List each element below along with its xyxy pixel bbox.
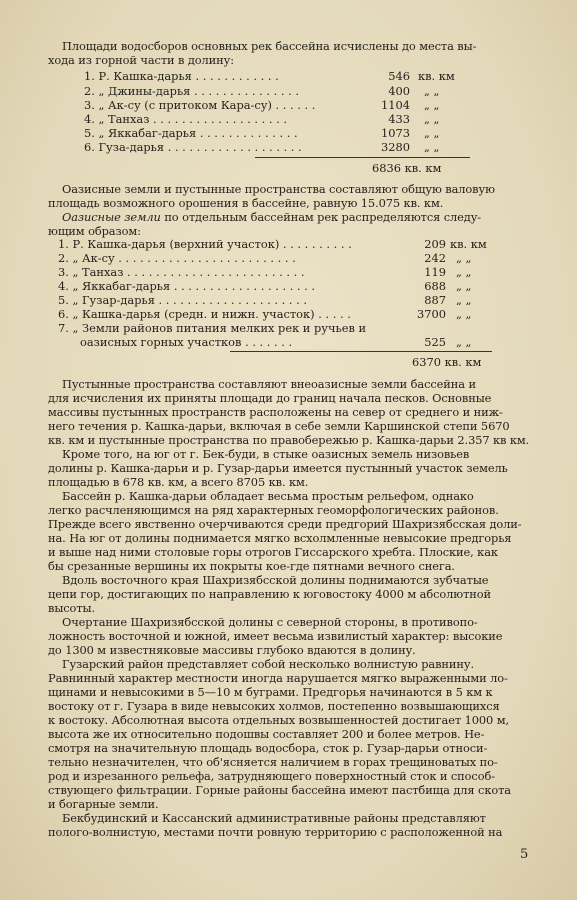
text-line: род и изрезанного рельефа, затрудняющего поверхностный сток и способ-	[48, 769, 495, 783]
table-row-label: 4. „ Яккабаг-дарья . . . . . . . . . . . . . . . . . . . .	[58, 279, 316, 293]
table-row-value: 400	[388, 84, 410, 98]
table-row-value: 242	[424, 251, 446, 265]
table-row-label: 2. „ Джины-дарья . . . . . . . . . . . . . . .	[84, 84, 299, 98]
text-line: щинами и невысокими в 5—10 м буграми. Предгорья начинаются в 5 км к	[48, 685, 493, 699]
table-total: 6370 кв. км	[412, 355, 482, 369]
table-row-unit: „ „	[456, 335, 472, 349]
text-line: высоты.	[48, 601, 96, 615]
text-line: высота же их относительно подошвы составляет 200 и более метров. Не-	[48, 727, 485, 741]
table-row-unit: кв. км	[450, 237, 487, 251]
table-row-unit: кв. км	[418, 69, 455, 83]
table-row-label: 6. „ Кашка-дарья (средн. и нижн. участок) . . . . .	[58, 307, 351, 321]
text-line: массивы пустынных пространств расположены на север от среднего и ниж-	[48, 405, 503, 419]
text-line: Бассейн р. Кашка-дарьи обладает весьма простым рельефом, однако	[62, 489, 474, 503]
text-line: хода из горной части в долину:	[48, 53, 234, 67]
table-row-label: 6. Гуза-дарья . . . . . . . . . . . . . . . . . . .	[84, 140, 302, 154]
table-row-label: 5. „ Яккабаг-дарья . . . . . . . . . . . . . .	[84, 126, 298, 140]
table-row-unit: „ „	[456, 265, 472, 279]
table-row-label: 4. „ Танхаз . . . . . . . . . . . . . . . . . . .	[84, 112, 288, 126]
text-line: долины р. Кашка-дарьи и р. Гузар-дарьи имеется пустынный участок земель	[48, 461, 508, 475]
text-line: Кроме того, на юг от г. Бек-буди, в стыке оазисных земель низовьев	[62, 447, 470, 461]
total-rule	[230, 351, 492, 352]
table-row-label: оазисных горных участков . . . . . . .	[80, 335, 293, 349]
text-line: бы срезанные вершины их покрыты кое-где пятнами вечного снега.	[48, 559, 455, 573]
text-line: на. На юг от долины поднимается мягко всхолмленные невысокие предгорья	[48, 531, 512, 545]
text-line: кв. км и пустынные пространства по правобережью р. Кашка-дарьи 2.357 кв км.	[48, 433, 530, 447]
table-row-label: 2. „ Ак-су . . . . . . . . . . . . . . . . . . . . . . . . .	[58, 251, 296, 265]
text-line: полого-волнистую, местами почти ровную территорию с расположенной на	[48, 825, 503, 839]
table-row-unit: „ „	[424, 126, 440, 140]
text-line: легко расчленяющимся на ряд характерных геоморфологических районов.	[48, 503, 499, 517]
table-row-label: 7. „ Земли районов питания мелких рек и ручьев и	[58, 321, 367, 335]
table-row-value: 209	[424, 237, 446, 251]
table-row-value: 1104	[381, 98, 410, 112]
table-row-label: 5. „ Гузар-дарья . . . . . . . . . . . . . . . . . . . . .	[58, 293, 307, 307]
text-line: и богарные земли.	[48, 797, 159, 811]
table-row-unit: „ „	[456, 307, 472, 321]
table-row-value: 1073	[381, 126, 410, 140]
table-row-unit: „ „	[456, 251, 472, 265]
table-row-label: 3. „ Танхаз . . . . . . . . . . . . . . . . . . . . . . . . .	[58, 265, 305, 279]
table-row-label: 1. Р. Кашка-дарья . . . . . . . . . . . .	[84, 69, 279, 83]
table-row-unit: „ „	[424, 98, 440, 112]
table-row-unit: „ „	[424, 84, 440, 98]
text-line: ствующего фильтрации. Горные районы бассейна имеют пастбища для скота	[48, 783, 511, 797]
table-row-value: 688	[424, 279, 446, 293]
table-row-value: 433	[388, 112, 410, 126]
text-line: Бекбудинский и Кассанский административные районы представляют	[62, 811, 486, 825]
text-line: для исчисления их приняты площади до границ начала песков. Основные	[48, 391, 492, 405]
text-line: цепи гор, достигающих по направлению к юговостоку 4000 м абсолютной	[48, 587, 492, 601]
table-row-value: 546	[388, 69, 410, 83]
text-line: Гузарский район представляет собой несколько волнистую равнину.	[62, 657, 474, 671]
text-line: Оазисные земли и пустынные пространства составляют общую валовую	[62, 182, 495, 196]
page-number: 5	[520, 847, 529, 862]
table-total: 6836 кв. км	[372, 161, 442, 175]
text-line: него течения р. Кашка-дарьи, включая в себе земли Каршинской степи 5670	[48, 419, 510, 433]
text-line: тельно незначителен, что об'ясняется наличием в горах трещиноватых по-	[48, 755, 498, 769]
table-row-value: 3280	[381, 140, 410, 154]
table-row-value: 119	[424, 265, 446, 279]
text-line: ложность восточной и южной, имеет весьма извилистый характер: высокие	[48, 629, 503, 643]
table-row-unit: „ „	[456, 293, 472, 307]
text-line: Вдоль восточного края Шахризябсской долины поднимаются зубчатые	[62, 573, 489, 587]
table-row-unit: „ „	[456, 279, 472, 293]
text-line: Очертание Шахризябсской долины с северной стороны, в противопо-	[62, 615, 478, 629]
text-line: Равнинный характер местности иногда нарушается мягко выраженными ло-	[48, 671, 508, 685]
text-line: и выше над ними столовые горы отрогов Гиссарского хребта. Плоские, как	[48, 545, 498, 559]
table-row-value: 3700	[417, 307, 446, 321]
text-line: смотря на значительную площадь водосбора, сток р. Гузар-дарьи относи-	[48, 741, 488, 755]
total-rule	[255, 157, 470, 158]
text-line: площадью в 678 кв. км, а всего 8705 кв. км.	[48, 475, 309, 489]
text-line: Прежде всего явственно очерчиваются среди предгорий Шахризябсская доли-	[48, 517, 522, 531]
table-row-unit: „ „	[424, 140, 440, 154]
text-line: к востоку. Абсолютная высота отдельных возвышенностей достигает 1000 м,	[48, 713, 509, 727]
table-row-label: 1. Р. Кашка-дарья (верхний участок) . . . . . . . . . .	[58, 237, 352, 251]
text-line: площадь возможного орошения в бассейне, равную 15.075 кв. км.	[48, 196, 444, 210]
table-row-unit: „ „	[424, 112, 440, 126]
text-line: Оазисные земли по отдельным бассейнам рек распределяются следу-	[62, 210, 482, 224]
italic-term: Оазисные земли	[62, 210, 161, 224]
table-row-value: 887	[424, 293, 446, 307]
table-row-value: 525	[424, 335, 446, 349]
text-line: Пустынные пространства составляют внеоазисные земли бассейна и	[62, 377, 476, 391]
text-line: востоку от г. Гузара в виде невысоких холмов, постепенно возвышающихся	[48, 699, 500, 713]
text-line: до 1300 м известняковые массивы глубоко вдаются в долину.	[48, 643, 416, 657]
text-line: ющим образом:	[48, 224, 141, 238]
table-row-label: 3. „ Ак-су (с притоком Кара-су) . . . . . .	[84, 98, 316, 112]
text-line: Площади водосборов основных рек бассейна исчислены до места вы-	[62, 39, 477, 53]
